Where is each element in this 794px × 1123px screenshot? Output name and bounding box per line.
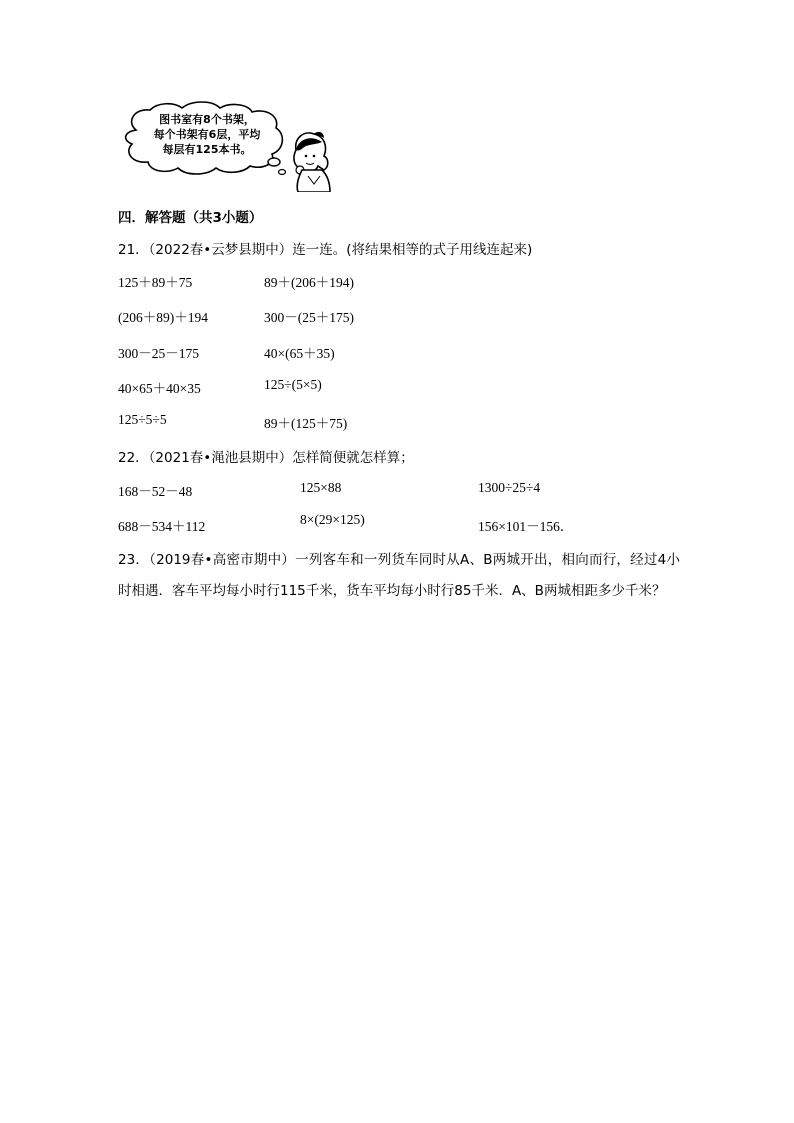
- q22-expr-1: 168－52－48: [118, 484, 193, 499]
- q21-left-5: 125÷5÷5: [118, 412, 167, 427]
- q21-prompt: 21．（2022春•云梦县期中）连一连。(将结果相等的式子用线连起来): [118, 242, 533, 258]
- q21-left-2: (206＋89)＋194: [118, 310, 208, 325]
- q21-right-1: 89＋(206＋194): [264, 275, 354, 290]
- illustration-thought-bubble: [118, 100, 338, 192]
- bubble-line-3: 每层有125本书。: [162, 143, 252, 156]
- q21-right-5: 89＋(125＋75): [264, 416, 348, 431]
- bubble-line-1: 图书室有8个书架，: [159, 113, 255, 126]
- q22-expr-3: 1300÷25÷4: [478, 480, 541, 495]
- q21-right-3: 40×(65＋35): [264, 346, 335, 361]
- q22-expr-6: 156×101－156．: [478, 519, 574, 534]
- section-title: 四．解答题（共3小题）: [118, 210, 263, 226]
- bubble-text: [132, 112, 282, 157]
- q22-expr-5: 8×(29×125): [300, 512, 365, 527]
- q21-right-2: 300－(25＋175): [264, 310, 354, 325]
- q21-left-1: 125＋89＋75: [118, 275, 193, 290]
- q22-prompt: 22．（2021春•渑池县期中）怎样简便就怎样算；: [118, 450, 414, 466]
- q23-text: 23．（2019春•高密市期中）一列客车和一列货车同时从A、B两城开出，相向而行，经过4小时相遇．客车平均每小时行115千米，货车平均每小时行85千米．A、B两城相距多少千米？: [118, 552, 680, 599]
- q21-left-4: 40×65＋40×35: [118, 381, 201, 396]
- q21-left-3: 300－25－175: [118, 346, 199, 361]
- bubble-line-2: 每个书架有6层，平均: [153, 128, 261, 141]
- q21-right-4: 125÷(5×5): [264, 377, 322, 392]
- q22-expr-2: 125×88: [300, 480, 342, 495]
- q22-expr-4: 688－534＋112: [118, 519, 206, 534]
